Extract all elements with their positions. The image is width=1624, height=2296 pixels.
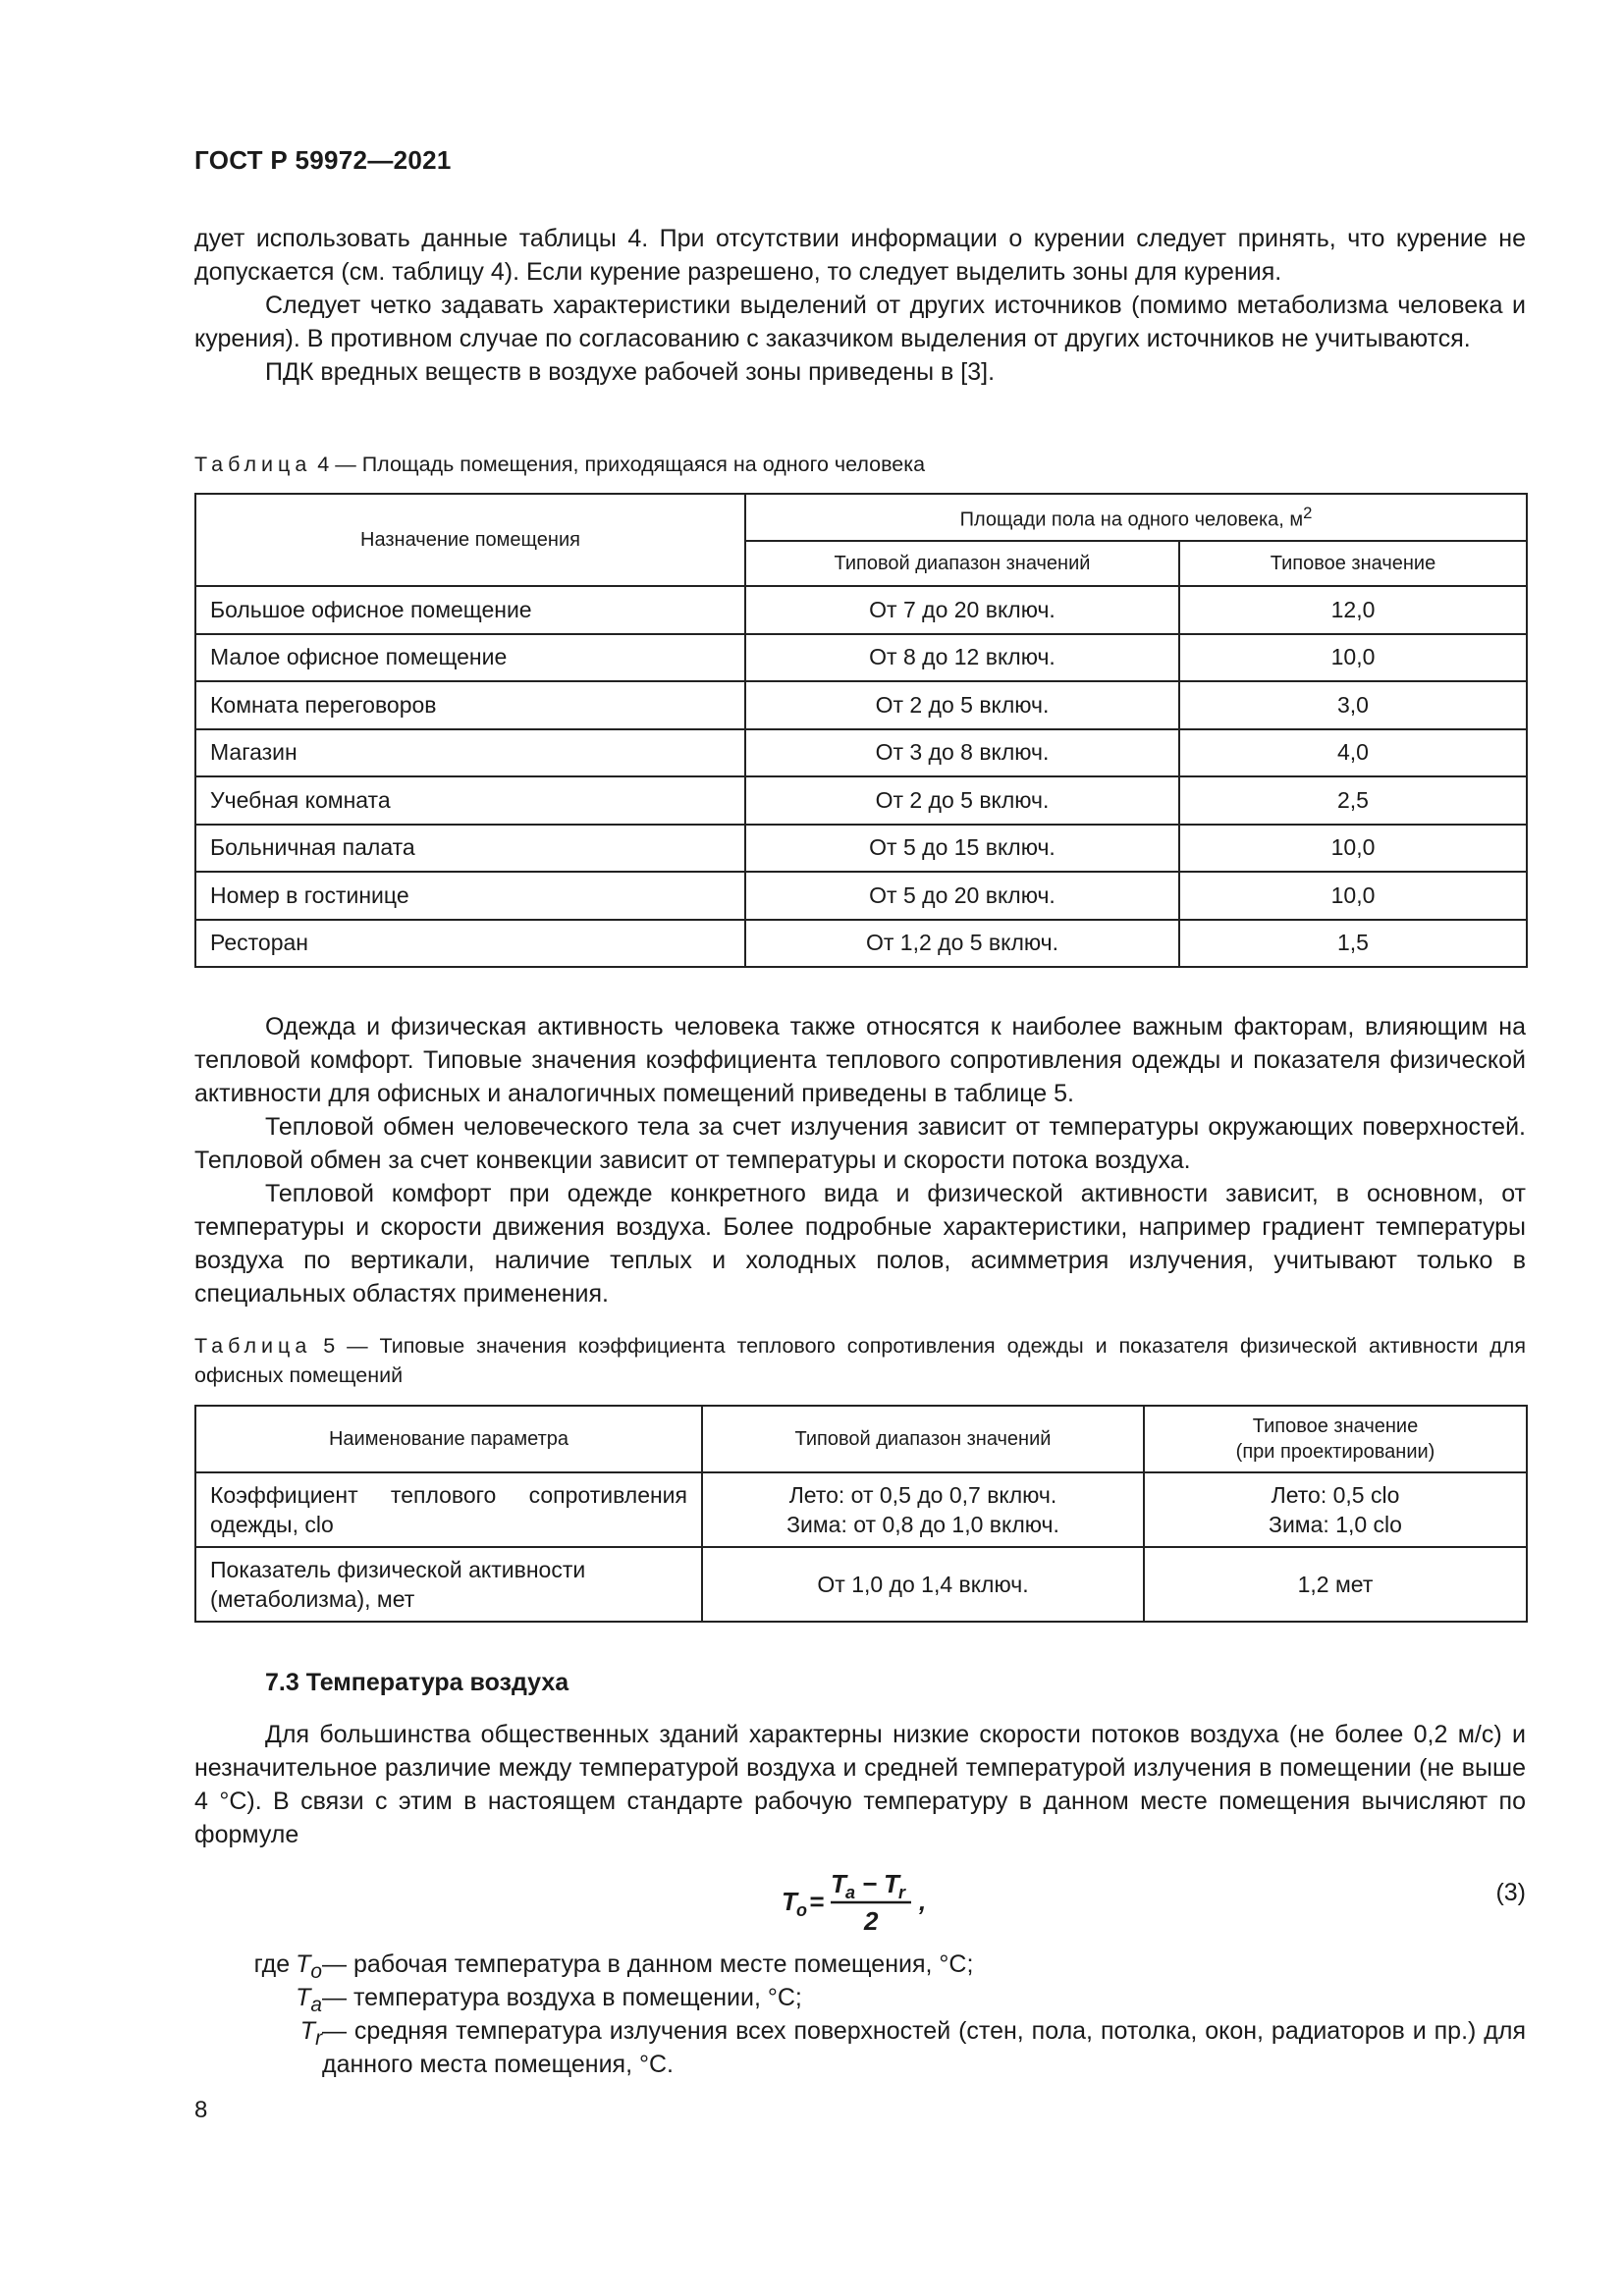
table-cell: 2,5 <box>1179 776 1527 825</box>
table-cell: Комната переговоров <box>195 681 745 729</box>
cell-line: Лето: 0,5 clo <box>1271 1482 1400 1508</box>
superscript: 2 <box>1303 503 1313 522</box>
formula-num-a: T <box>831 1869 846 1898</box>
definition-text: — рабочая температура в данном месте помещения, °С; <box>322 1950 974 1978</box>
formula-num-b: T <box>884 1869 899 1898</box>
table-row <box>195 776 1527 825</box>
table-header-cell: Типовой диапазон значений <box>702 1406 1144 1472</box>
definition-symbol <box>194 2014 322 2056</box>
formula-lhs-sub: o <box>796 1900 807 1920</box>
table-cell: Малое офисное помещение <box>195 634 745 682</box>
symbol-sub: o <box>310 1960 322 1983</box>
definition-text: — средняя температура излучения всех поверхностей (стен, пола, потолка, окон, радиаторов и пр.) для данного места помещения, °С. <box>322 2017 1526 2078</box>
table-row <box>195 920 1527 968</box>
paragraph: Следует четко задавать характеристики выделений от других источников (помимо метаболизма человека и курения). В противном случае по согласованию с заказчиком выделения от других источников не учитываются. <box>194 292 1526 352</box>
table-cell: 1,2 мет <box>1144 1547 1527 1622</box>
table-5-caption <box>194 1331 1526 1390</box>
table-cell: 1,5 <box>1179 920 1527 968</box>
table-cell: Учебная комната <box>195 776 745 825</box>
where-prefix: где <box>253 1950 291 1978</box>
formula-trailing: , <box>919 1887 927 1916</box>
table-cell: От 1,2 до 5 включ. <box>745 920 1179 968</box>
table-cell: От 3 до 8 включ. <box>745 729 1179 777</box>
table-cell: От 2 до 5 включ. <box>745 776 1179 825</box>
symbol-letter: T <box>296 1950 311 1978</box>
paragraph: Тепловой обмен человеческого тела за счет излучения зависит от температуры окружающих поверхностей. Тепловой обмен за счет конвекции зависит от температуры и скорости потока воздуха. <box>194 1113 1526 1174</box>
table-cell: 12,0 <box>1179 586 1527 634</box>
table-cell: 3,0 <box>1179 681 1527 729</box>
definition-row <box>194 2014 1526 2081</box>
table-5 <box>194 1405 1528 1623</box>
table-cell <box>195 1547 702 1622</box>
table-cell: От 7 до 20 включ. <box>745 586 1179 634</box>
section-title: 7.3 Температура воздуха <box>265 1669 569 1696</box>
table-4 <box>194 493 1528 968</box>
cell-line: Лето: от 0,5 до 0,7 включ. <box>788 1482 1057 1508</box>
formula-lhs: T <box>782 1887 797 1916</box>
cell-line: Зима: 1,0 clo <box>1269 1512 1402 1537</box>
header-line: (при проектировании) <box>1235 1441 1435 1463</box>
paragraph: Одежда и физическая активность человека также относятся к наиболее важным факторам, влияющим на тепловой комфорт. Типовые значения коэффициента теплового сопротивления одежды и показателя физической активности для офисных и аналогичных помещений приведены в таблице 5. <box>194 1013 1526 1107</box>
paragraph: ПДК вредных веществ в воздухе рабочей зоны приведены в [3]. <box>265 358 996 386</box>
table-row <box>195 1547 1527 1622</box>
table-4-caption <box>194 450 1526 479</box>
table-cell: 10,0 <box>1179 634 1527 682</box>
paragraph: Тепловой комфорт при одежде конкретного вида и физической активности зависит, в основном, от температуры и скорости движения воздуха. Более подробные характеристики, например градиент температуры воздуха по вертикали, наличие теплых и холодных полов, асимметрия излучения, учитывают только в специальных областях применения. <box>194 1180 1526 1308</box>
table-header-cell <box>1144 1406 1527 1472</box>
intro-text <box>194 222 1526 389</box>
table-cell: 10,0 <box>1179 872 1527 920</box>
table-cell: От 5 до 15 включ. <box>745 825 1179 873</box>
cell-line: одежды, clo <box>210 1512 334 1537</box>
cell-line: (метаболизма), мет <box>210 1586 415 1612</box>
symbol-letter: T <box>296 1984 311 2011</box>
symbol-sub: r <box>315 2027 322 2050</box>
table-cell: От 5 до 20 включ. <box>745 872 1179 920</box>
document-header: ГОСТ Р 59972—2021 <box>194 145 452 175</box>
formula-number: (3) <box>1495 1879 1526 1906</box>
table-cell: От 2 до 5 включ. <box>745 681 1179 729</box>
table-cell: Магазин <box>195 729 745 777</box>
cell-line: Коэффициент теплового сопротивления <box>210 1482 687 1508</box>
table-header-cell: Типовой диапазон значений <box>745 541 1179 586</box>
table-row <box>195 634 1527 682</box>
header-label: Площади пола на одного человека, м <box>959 508 1304 531</box>
formula <box>782 1861 978 1940</box>
formula-minus: − <box>862 1869 878 1898</box>
formula-num-a-sub: a <box>845 1883 856 1902</box>
symbol-sub: a <box>310 1994 322 2016</box>
definition-text: — температура воздуха в помещении, °С; <box>322 1984 802 2011</box>
symbol-letter: T <box>299 2017 316 2045</box>
definition-row <box>194 1948 1526 1981</box>
table-cell: Ресторан <box>195 920 745 968</box>
formula-num-b-sub: r <box>898 1883 906 1902</box>
table-row <box>195 729 1527 777</box>
table-cell: 4,0 <box>1179 729 1527 777</box>
table-cell <box>1144 1472 1527 1547</box>
table-cell: 10,0 <box>1179 825 1527 873</box>
table-cell: Номер в гостинице <box>195 872 745 920</box>
cell-line: Показатель физической активности <box>210 1557 586 1582</box>
table-cell: Больничная палата <box>195 825 745 873</box>
table-row <box>195 872 1527 920</box>
table-cell <box>195 1472 702 1547</box>
table-header-cell <box>745 494 1527 541</box>
cell-line: Зима: от 0,8 до 1,0 включ. <box>786 1512 1059 1537</box>
table-header-cell: Наименование параметра <box>195 1406 702 1472</box>
table-row <box>195 1472 1527 1547</box>
table-row <box>195 825 1527 873</box>
variable-definitions <box>194 1948 1526 2081</box>
header-line: Типовое значение <box>1252 1415 1419 1437</box>
table-header-cell <box>195 494 745 586</box>
formula-equals: = <box>809 1887 825 1916</box>
table-cell <box>702 1472 1144 1547</box>
table-cell: От 1,0 до 1,4 включ. <box>702 1547 1144 1622</box>
table-cell: Большое офисное помещение <box>195 586 745 634</box>
table-caption-text: 5 — Типовые значения коэффициента теплового сопротивления одежды и показателя физической активности для офисных помещений <box>194 1334 1526 1387</box>
page-number: 8 <box>194 2097 208 2123</box>
definition-row <box>194 1981 1526 2014</box>
header-label: Назначение помещения <box>360 528 580 551</box>
table-caption-prefix: Таблица <box>194 453 312 476</box>
table-caption-text: 4 — Площадь помещения, приходящаяся на одного человека <box>317 453 926 476</box>
section-paragraph: Для большинства общественных зданий характерны низкие скорости потоков воздуха (не более 0,2 м/с) и незначительное различие между температурой воздуха и средней температурой излучения в помещении (не выше 4 °С). В связи с этим в настоящем стандарте рабочую температуру в данном месте помещения вычисляют по формуле <box>194 1721 1526 1848</box>
table-row <box>195 586 1527 634</box>
middle-text <box>194 1010 1526 1310</box>
table-caption-prefix: Таблица <box>194 1334 312 1358</box>
table-header-cell: Типовое значение <box>1179 541 1527 586</box>
formula-graphic <box>782 1861 978 1940</box>
table-row <box>195 681 1527 729</box>
paragraph: дует использовать данные таблицы 4. При отсутствии информации о курении следует принять, что курение не допускается (см. таблицу 4). Если курение разрешено, то следует выделить зоны для курения. <box>194 225 1526 286</box>
table-cell: От 8 до 12 включ. <box>745 634 1179 682</box>
formula-denominator: 2 <box>864 1906 879 1936</box>
